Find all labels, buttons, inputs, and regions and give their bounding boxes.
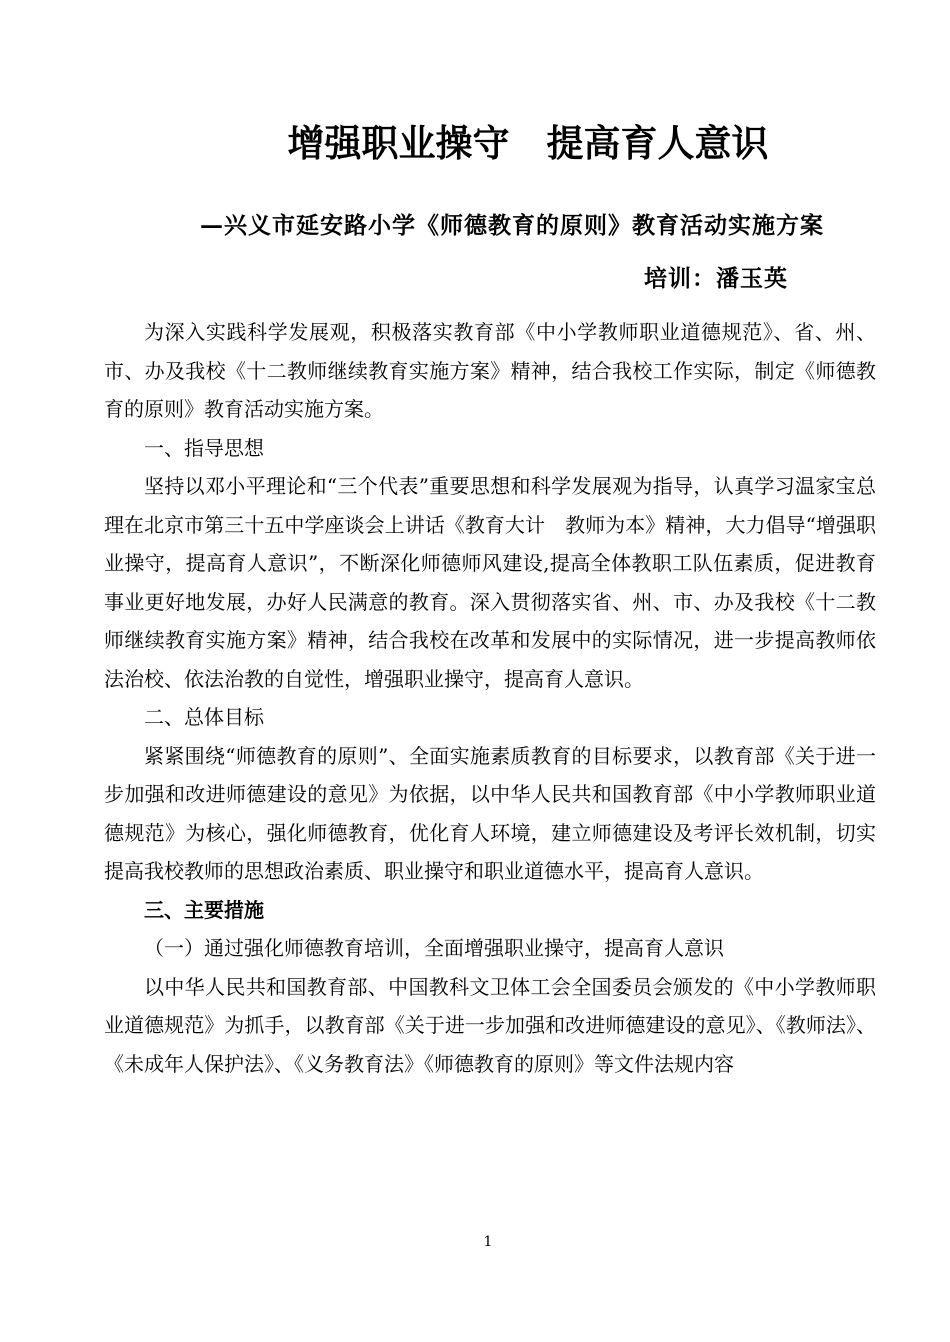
section-heading-overall-goal: 二、总体目标: [144, 705, 264, 729]
document-subtitle: —兴义市延安路小学《师德教育的原则》教育活动实施方案: [200, 212, 824, 239]
section-paragraph-guiding-thought: 坚持以邓小平理论和“三个代表”重要思想和科学发展观为指导，认真学习温家宝总理在北京市第三十五中学座谈会上讲话《教育大计 教师为本》精神，大力倡导“增强职业操守，提高育人意识”，不断深化师德师风建设,提高全体教职工队伍素质，促进教育事业更好地发展，办好人民满意的教育。深入贯彻落实省、州、市、办及我校《十二教师继续教育实施方案》精神，结合我校在改革和发展中的实际情况，进一步提高教师依法治校、依法治教的自觉性，增强职业操守，提高育人意识。: [104, 474, 876, 691]
document-body: [104, 313, 876, 1083]
intro-paragraph: 为深入实践科学发展观，积极落实教育部《中小学教师职业道德规范》、省、州、市、办及我校《十二教师继续教育实施方案》精神，结合我校工作实际，制定《师德教育的原则》教育活动实施方案。: [104, 320, 876, 421]
section-subheading-measure-one: （一）通过强化师德教育培训，全面增强职业操守，提高育人意识: [144, 936, 724, 960]
document-title: 增强职业操守 提高育人意识: [287, 121, 769, 165]
section-paragraph-main-measures: 以中华人民共和国教育部、中国教科文卫体工会全国委员会颁发的《中小学教师职业道德规范》为抓手，以教育部《关于进一步加强和改进师德建设的意见》、《教师法》、《未成年人保护法》、《义务教育法》《师德教育的原则》等文件法规内容: [104, 974, 876, 1076]
section-heading-main-measures: 三、主要措施: [144, 897, 264, 922]
section-paragraph-overall-goal: 紧紧围绕“师德教育的原则”、全面实施素质教育的目标要求，以教育部《关于进一步加强和改进师德建设的意见》为依据，以中华人民共和国教育部《中小学教师职业道德规范》为核心，强化师德教育，优化育人环境，建立师德建设及考评长效机制，切实提高我校教师的思想政治素质、职业操守和职业道德水平，提高育人意识。: [104, 743, 876, 883]
page-number: 1: [483, 1234, 493, 1250]
document-author: 培训：潘玉英: [644, 265, 788, 292]
section-heading-guiding-thought: 一、指导思想: [144, 435, 264, 460]
